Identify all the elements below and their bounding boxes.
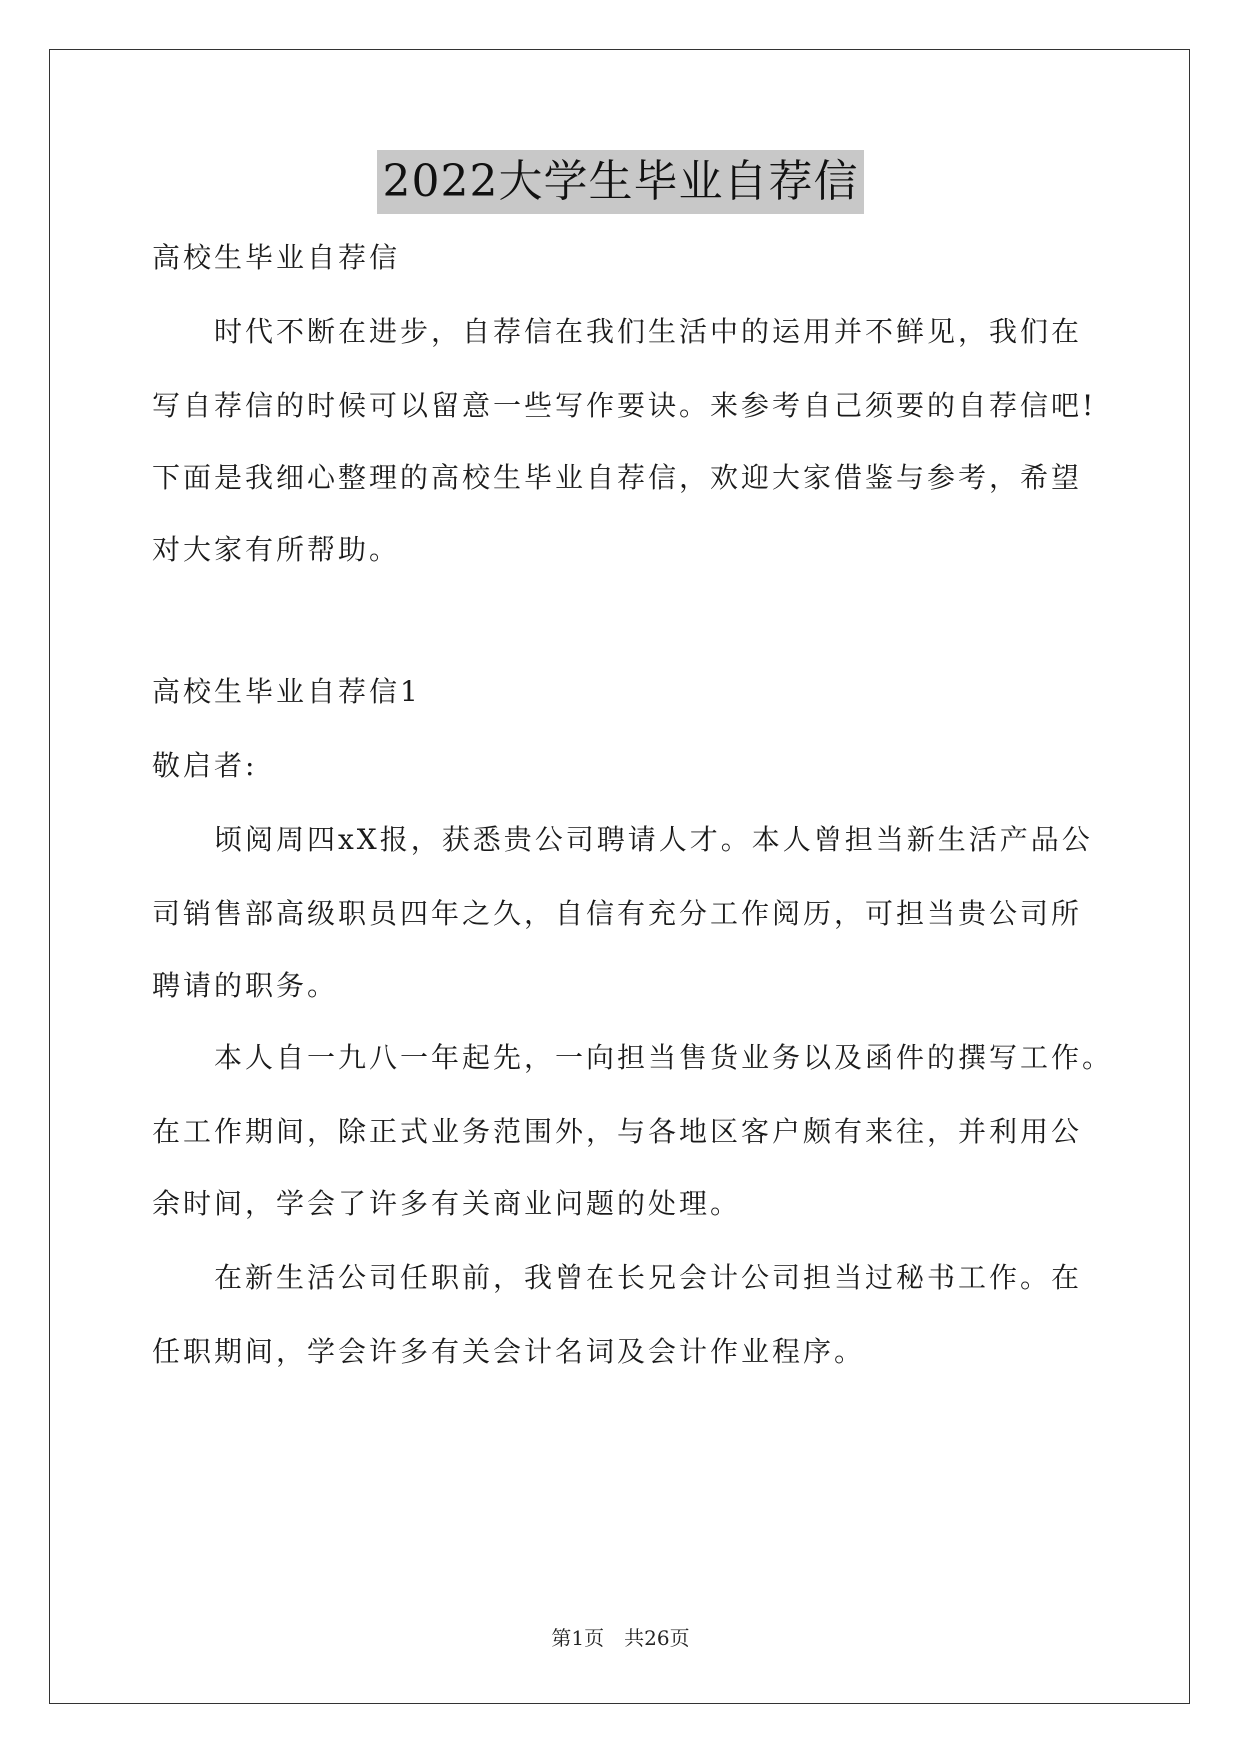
document-title: 2022大学生毕业自荐信 <box>377 150 865 214</box>
page-border <box>49 49 1190 1704</box>
title-container <box>0 150 1241 214</box>
paragraph-line: 本人自一九八一年起先，一向担当售货业务以及函件的撰写工作。 <box>214 1041 1114 1074</box>
paragraph-line: 顷阅周四xX报，获悉贵公司聘请人才。本人曾担当新生活产品公 <box>214 823 1093 856</box>
section-heading: 高校生毕业自荐信1 <box>152 675 421 708</box>
paragraph-line: 司销售部高级职员四年之久，自信有充分工作阅历，可担当贵公司所 <box>152 897 1083 930</box>
paragraph-line: 聘请的职务。 <box>152 969 339 1002</box>
paragraph-line: 时代不断在进步，自荐信在我们生活中的运用并不鲜见，我们在 <box>214 315 1083 348</box>
paragraph-line: 余时间，学会了许多有关商业问题的处理。 <box>152 1187 742 1220</box>
paragraph-line: 下面是我细心整理的高校生毕业自荐信，欢迎大家借鉴与参考，希望 <box>152 461 1083 494</box>
paragraph-line: 任职期间，学会许多有关会计名词及会计作业程序。 <box>152 1335 866 1368</box>
paragraph-line: 对大家有所帮助。 <box>152 533 401 566</box>
salutation: 敬启者: <box>152 749 258 782</box>
paragraph-line: 在新生活公司任职前，我曾在长兄会计公司担当过秘书工作。在 <box>214 1261 1083 1294</box>
page-footer: 第1页 共26页 <box>551 1626 690 1650</box>
paragraph-line: 写自荐信的时候可以留意一些写作要诀。来参考自己须要的自荐信吧! <box>152 389 1097 422</box>
section-heading: 高校生毕业自荐信 <box>152 241 401 274</box>
paragraph-line: 在工作期间，除正式业务范围外，与各地区客户颇有来往，并利用公 <box>152 1115 1083 1148</box>
